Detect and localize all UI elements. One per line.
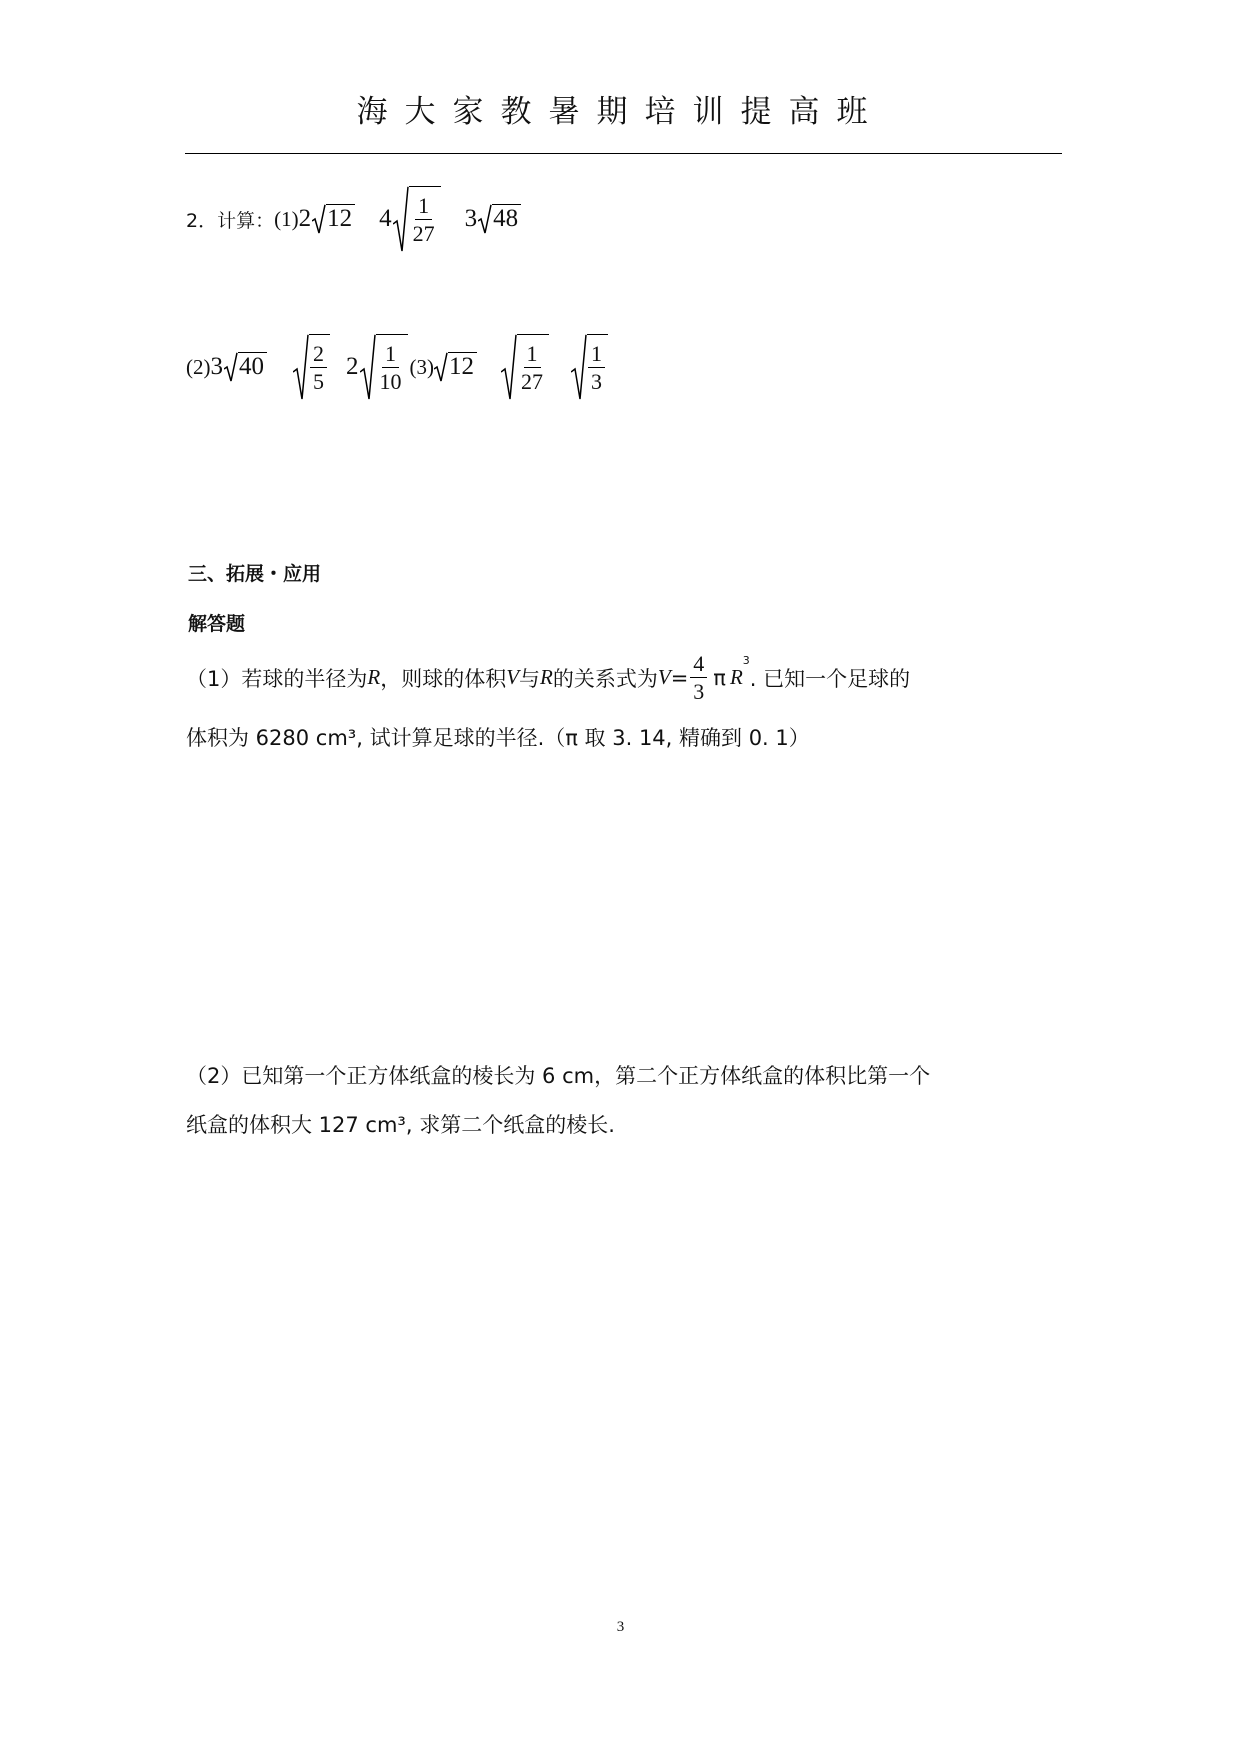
page-header-title: 海大家教暑期培训提高班 [356, 94, 885, 130]
numerator: 1 [524, 342, 541, 368]
exercise-2-part-2-3 [186, 334, 608, 400]
radical [501, 334, 549, 400]
question-2-line-2: 纸盒的体积大 127 cm³, 求第二个纸盒的棱长. [186, 1113, 615, 1137]
numerator: 2 [310, 342, 327, 368]
radical-sign-icon [393, 186, 409, 252]
radical [434, 352, 477, 382]
numerator: 1 [382, 342, 399, 368]
question-1-line-1: （1）若球的半径为 R ，则球的体积 V 与 R 的关系式为 V = $\frac{4}{3}$ π R $^3$ . 已知一个足球的 [186, 651, 911, 705]
denominator: 5 [313, 369, 324, 394]
radicand: 12 [448, 352, 477, 382]
radicand: 40 [238, 352, 267, 382]
page-number: 3 [616, 1619, 625, 1635]
term-coefficient: 3 [464, 205, 478, 232]
exercise-2-part-1 [186, 186, 521, 252]
radical [312, 204, 355, 234]
exercise-2-label: 2．计算： [186, 209, 275, 232]
radical [571, 334, 608, 400]
question-1-line-2: 体积为 6280 cm³, 试计算足球的半径.（π 取 3. 14, 精确到 0. 1） [186, 726, 810, 750]
term-coefficient: 4 [379, 205, 392, 232]
numerator: 1 [415, 194, 432, 220]
denominator: 27 [412, 221, 435, 246]
fraction [588, 342, 605, 393]
radical-sign-icon [312, 204, 326, 234]
part-1-label: (1) [274, 206, 299, 231]
term-coefficient: 2 [298, 205, 312, 232]
fraction: $\frac{4}{3}$ [690, 652, 707, 703]
question-2-line-1: （2）已知第一个正方体纸盒的棱长为 6 cm，第二个正方体纸盒的体积比第一个 [186, 1064, 931, 1088]
radicand: 48 [492, 204, 521, 234]
header-divider [185, 153, 1062, 154]
fraction [377, 342, 405, 393]
radical-sign-icon [571, 334, 587, 400]
fraction [518, 342, 546, 393]
denominator: 10 [379, 369, 402, 394]
radical [393, 186, 441, 252]
radical-sign-icon [360, 334, 376, 400]
radical-sign-icon [434, 352, 448, 382]
radical [360, 334, 408, 400]
radical-sign-icon [478, 204, 492, 234]
radicand: 12 [326, 204, 355, 234]
term-coefficient: 2 [346, 353, 359, 380]
fraction [410, 194, 438, 245]
radical-sign-icon [501, 334, 517, 400]
radical-sign-icon [224, 352, 238, 382]
radical-sign-icon [293, 334, 309, 400]
section-3-title: 三、拓展・应用 [188, 563, 322, 585]
fraction [310, 342, 327, 393]
part-3-label: (3) [409, 354, 434, 379]
term-coefficient: 3 [210, 353, 223, 380]
radical [478, 204, 521, 234]
section-3-subtitle: 解答题 [188, 613, 246, 635]
denominator: 3 [591, 369, 602, 394]
denominator: 27 [521, 369, 543, 394]
radical [224, 352, 267, 382]
part-2-label: (2) [186, 354, 211, 379]
numerator: 1 [588, 342, 605, 368]
radical [293, 334, 330, 400]
